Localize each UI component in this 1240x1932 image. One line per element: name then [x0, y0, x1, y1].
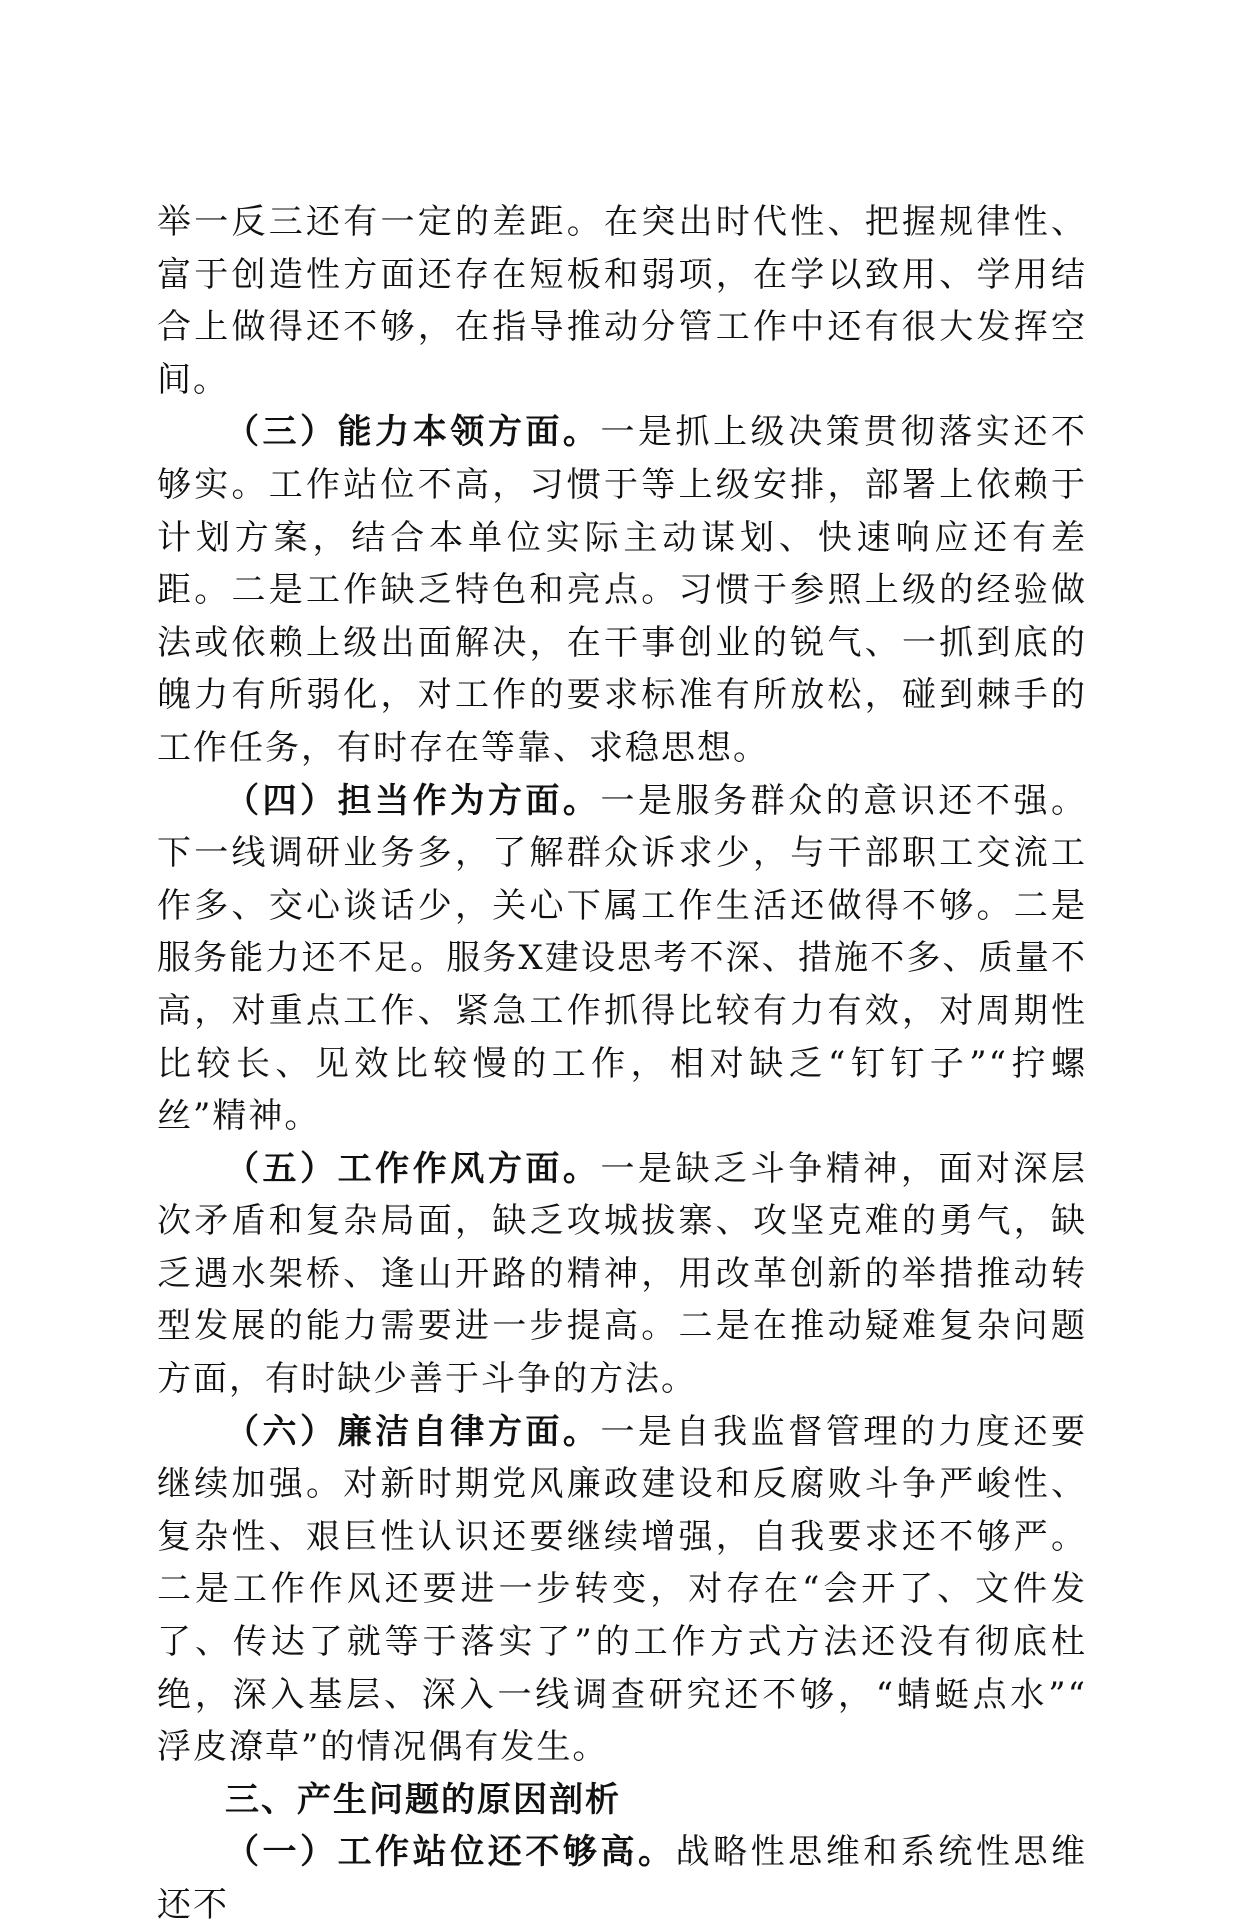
paragraph-text: 举一反三还有一定的差距。在突出时代性、把握规律性、富于创造性方面还存在短板和弱项，在学以致用、学用结合上做得还不够，在指导推动分管工作中还有很大发挥空间。: [157, 202, 1087, 400]
paragraph-text: 一是缺乏斗争精神，面对深层次矛盾和复杂局面，缺乏攻城拔寨、攻坚克难的勇气，缺乏遇水架桥、逢山开路的精神，用改革创新的举措推动转型发展的能力需要进一步提高。二是在推动疑难复杂问题方面，有时缺少善于斗争的方法。: [157, 1148, 1088, 1400]
paragraph-text: 战略性思维和系统性思维还不: [157, 1832, 1088, 1925]
paragraph-cause-one: [157, 1826, 1087, 1931]
paragraph-text: 一是抓上级决策贯彻落实还不够实。工作站位不高，习惯于等上级安排，部署上依赖于计划方案，结合本单位实际主动谋划、快速响应还有差距。二是工作缺乏特色和亮点。习惯于参照上级的经验做法或依赖上级出面解决，在干事创业的锐气、一抓到底的魄力有所弱化，对工作的要求标准有所放松，碰到棘手的工作任务，有时存在等靠、求稳思想。: [157, 412, 1088, 768]
paragraph-lead: （六）廉洁自律方面。: [225, 1411, 601, 1452]
paragraph-continuation: [157, 196, 1087, 406]
section-heading: 三、产生问题的原因剖析: [225, 1779, 621, 1820]
paragraph-lead: （一）工作站位还不够高。: [225, 1832, 676, 1873]
paragraph-responsibility: [157, 775, 1087, 1143]
paragraph-lead: （三）能力本领方面。: [225, 412, 601, 453]
paragraph-lead: （四）担当作为方面。: [225, 780, 601, 821]
paragraph-ability: [157, 406, 1087, 774]
document-body: [157, 196, 1087, 1932]
paragraph-lead: （五）工作作风方面。: [225, 1148, 601, 1189]
paragraph-integrity: [157, 1406, 1087, 1774]
paragraph-text: 一是服务群众的意识还不强。下一线调研业务多，了解群众诉求少，与干部职工交流工作多、交心谈话少，关心下属工作生活还做得不够。二是服务能力还不足。服务X建设思考不深、措施不多、质量不高，对重点工作、紧急工作抓得比较有力有效，对周期性比较长、见效比较慢的工作，相对缺乏“钉钉子”“拧螺丝”精神。: [157, 780, 1088, 1137]
paragraph-text: 一是自我监督管理的力度还要继续加强。对新时期党风廉政建设和反腐败斗争严峻性、复杂性、艰巨性认识还要继续增强，自我要求还不够严。二是工作作风还要进一步转变，对存在“会开了、文件发了、传达了就等于落实了”的工作方式方法还没有彻底杜绝，深入基层、深入一线调查研究还不够，“蜻蜓点水”“ 浮皮潦草”的情况偶有发生。: [157, 1411, 1088, 1768]
paragraph-work-style: [157, 1143, 1087, 1406]
